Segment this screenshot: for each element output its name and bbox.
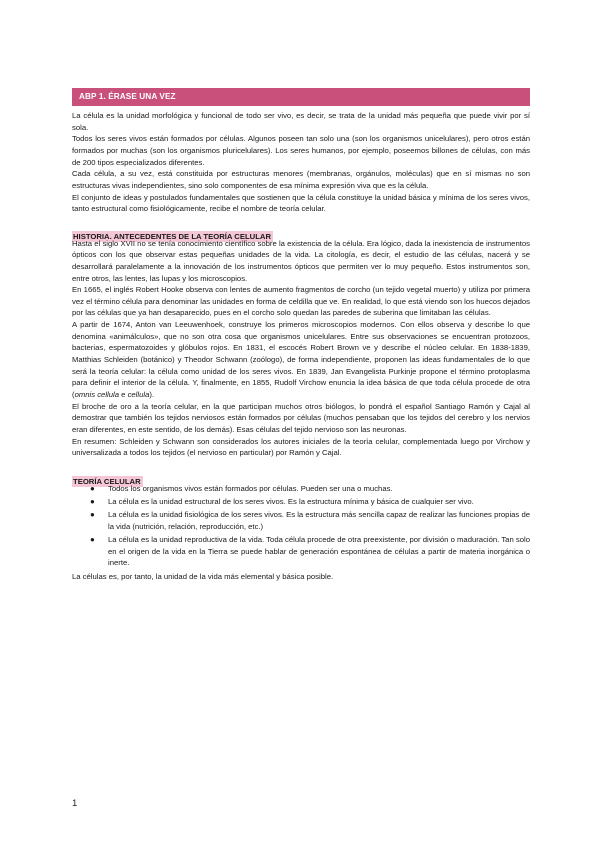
latin-phrase: omnis cellula: [74, 390, 119, 400]
list-item: ● La célula es la unidad reproductiva de la vida. Toda célula procede de otra preexistente, por división o maduración. Tan solo en el origen de la vida en la Tierra se puede hablar de generación espontánea de células a partir de materia inorgánica o inerte.: [90, 535, 530, 568]
list-item: ● La célula es la unidad fisiológica de los seres vivos. Es la estructura más sencilla capaz de realizar las funciones propias de la vida (nutrición, relación, reproducción, etc.): [90, 510, 530, 531]
intro-paragraph: Cada célula, a su vez, está constituida por estructuras menores (membranas, orgánulos, moléculas) que en sí mismas no son estructuras vivas independientes, sino solo componentes de esa mínima expresión viva que es la célula.: [72, 169, 530, 190]
bullet-icon: ●: [90, 535, 95, 545]
history-paragraph: [72, 319, 530, 401]
history-text: e: [119, 390, 128, 400]
history-text: A partir de 1674, Anton van Leeuwenhoek, construye los primeros microscopios modernos. Con ellos observa y describe lo que denomina «animálculos», que no son otra cosa que organismos unicelulares. Entre sus observaciones se encuentran protozoos, bacterias, espermatozoides y glóbulos rojos. En 1831, el escocés Robert Brown ve y describe el núcleo celular. En 1838-1839, Matthias Schleiden (botánico) y Theodor Schwann (zoólogo), de forma independiente, proponen las ideas fundamentales de lo que será la teoría celular: la célula como unidad de los seres vivos. En 1839, Jan Evangelista Purkinje propone el término protoplasma para definir el interior de la célula. Y, finalmente, en 1855, Rudolf Virchow enuncia la idea básica de que toda célula procede de otra (: [72, 320, 530, 400]
history-paragraph: El broche de oro a la teoría celular, en la que participan muchos otros biólogos, lo pondrá el español Santiago Ramón y Cajal al demostrar que también los tejidos nerviosos están formados por células (muchos pensaban que los tejidos del cerebro y los nervios eran diferentes, en este sentido, de los demás). Esas células del tejido nervioso son las neuronas.: [72, 401, 530, 435]
theory-heading: TEORÍA CELULAR: [73, 477, 141, 487]
intro-paragraph: La célula es la unidad morfológica y funcional de todo ser vivo, es decir, se trata de la unidad más pequeña que puede vivir por sí sola.: [72, 111, 530, 132]
bullet-icon: ●: [90, 510, 95, 520]
history-heading: HISTORIA. ANTECEDENTES DE LA TEORÍA CELULAR: [73, 231, 272, 241]
document-page: [72, 88, 530, 582]
page-number: 1: [72, 798, 78, 809]
intro-paragraph: Todos los seres vivos están formados por células. Algunos poseen tan solo una (son los organismos unicelulares), pero otros están formados por muchas (son los organismos pluricelulares). Los seres humanos, por ejemplo, poseemos billones de células, con más de 200 tipos especializados diferentes.: [72, 134, 530, 167]
history-paragraph: Hasta el siglo XVII no se tenía conocimiento científico sobre la existencia de la célula. Era lógico, dada la inexistencia de instrumentos ópticos con los que observar estas pequeñas unidades de la vida. La citología, es decir, el estudio de las células, nacerá y se desarrollará paralelamente a la innovación de los instrumentos ópticos que permiten ver lo muy pequeño. Estos instrumentos son, entre otros, las lentes, las lupas y los microscopios.: [72, 238, 530, 283]
bullet-icon: ●: [90, 496, 95, 506]
list-item: ● Todos los organismos vivos están formados por células. Pueden ser una o muchas.: [90, 483, 393, 493]
history-paragraph: En 1665, el inglés Robert Hooke observa con lentes de aumento fragmentos de corcho (un tejido vegetal muerto) y utiliza por primera vez el término célula para denominar las unidades en forma de celdilla que ve. En realidad, lo que está viendo son los huecos dejados por las células que ya han desaparecido, pues en el corcho solo quedan las paredes de suberina que limitaban las células.: [72, 285, 530, 318]
history-text: ).: [149, 390, 155, 400]
closing-sentence: La células es, por tanto, la unidad de la vida más elemental y básica posible.: [72, 571, 334, 581]
bullet-icon: ●: [90, 483, 95, 493]
theory-list: [72, 483, 530, 569]
latin-phrase: cellula: [127, 390, 150, 400]
section-banner: ABP 1. ÉRASE UNA VEZ: [72, 88, 530, 106]
list-item: ● La célula es la unidad estructural de los seres vivos. Es la estructura mínima y básica de cualquier ser vivo.: [90, 496, 474, 506]
history-paragraph: En resumen: Schleiden y Schwann son considerados los autores iniciales de la teoría celular, complementada luego por Virchow y universalizada a todos los tejidos (el nervioso en particular) por Ramón y Cajal.: [72, 436, 530, 458]
intro-paragraph: El conjunto de ideas y postulados fundamentales que sostienen que la célula constituye la unidad básica y mínima de los seres vivos, tanto estructural como fisiológicamente, recibe el nombre de teoría celular.: [72, 192, 530, 214]
